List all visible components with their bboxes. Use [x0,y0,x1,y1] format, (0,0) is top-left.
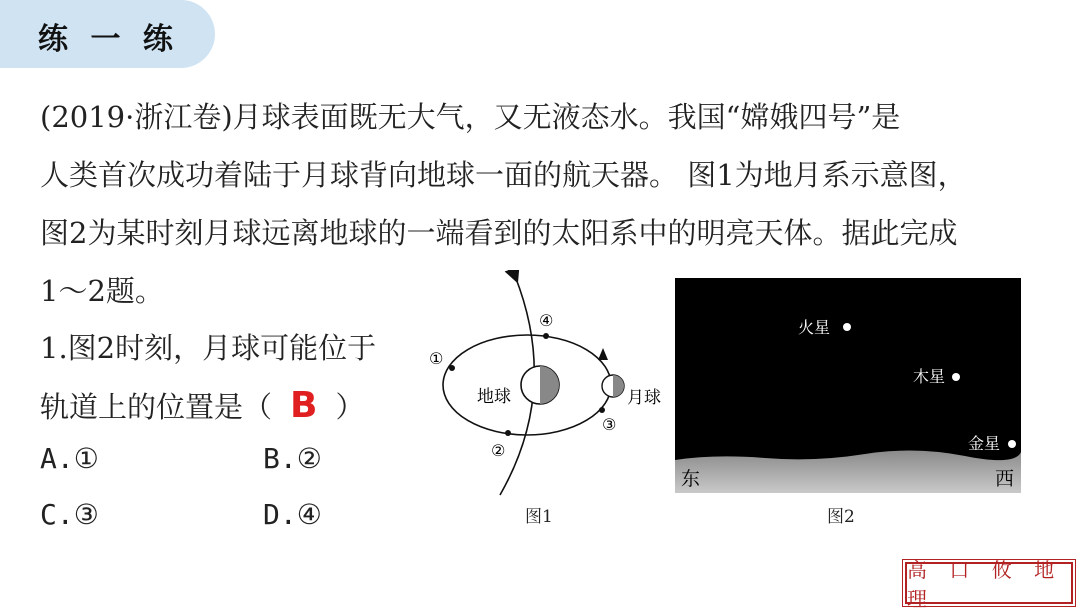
section-tab [0,0,215,68]
venus-label: 金星 [968,434,1001,453]
option-d: D.④ [263,498,322,531]
moon-shade [613,375,624,397]
passage-line: 1～2题。 [40,274,164,308]
question-stem-prefix: 轨道上的位置是（ [40,390,273,424]
position-3-point [599,407,605,413]
jupiter-dot [952,373,960,381]
question-1 [40,320,376,436]
passage-line: 图2为某时刻月球远离地球的一端看到的太阳系中的明亮天体。据此完成 [40,216,958,250]
venus-dot [1008,440,1016,448]
position-4-point [543,333,549,339]
question-stem-suffix: ） [335,390,365,424]
figure-1-earth-moon-diagram [415,270,675,530]
section-title: 练 一 练 [38,22,179,57]
position-1-point [449,365,455,371]
passage-line: (2019·浙江卷)月球表面既无大气，又无液态水。我国“嫦娥四号”是 [40,100,901,134]
seal-text: 高 口 攸 地 理 [907,558,1063,611]
question-stem-line [40,377,376,436]
position-4-label: ④ [539,311,554,330]
position-1-label: ① [429,349,444,368]
mars-dot [843,323,851,331]
east-label: 东 [681,468,701,490]
position-2-label: ② [491,441,506,460]
earth-label: 地球 [477,387,511,407]
jupiter-label: 木星 [913,367,946,386]
west-label: 西 [995,468,1015,490]
question-stem-line: 1.图2时刻，月球可能位于 [40,331,377,365]
answer-mark: B [290,385,318,426]
figure-2-caption: 图2 [827,507,855,527]
option-c: C.③ [40,498,99,531]
passage-line: 人类首次成功着陆于月球背向地球一面的航天器。 图1为地月系示意图， [40,158,967,192]
option-a: A.① [40,442,99,475]
moon-orbit-arrow [598,348,608,360]
mars-label: 火星 [798,318,831,337]
moon-label: 月球 [627,388,661,408]
figure-2-sky-photo [675,278,1021,493]
position-3-label: ③ [602,415,617,434]
figure-2-graphic [675,278,1021,493]
earth-shade [540,366,559,404]
position-2-point [505,430,511,436]
lunar-surface [675,450,1021,493]
figure-1-caption: 图1 [525,507,553,527]
option-b: B.② [263,442,322,475]
brand-seal [905,558,1073,611]
